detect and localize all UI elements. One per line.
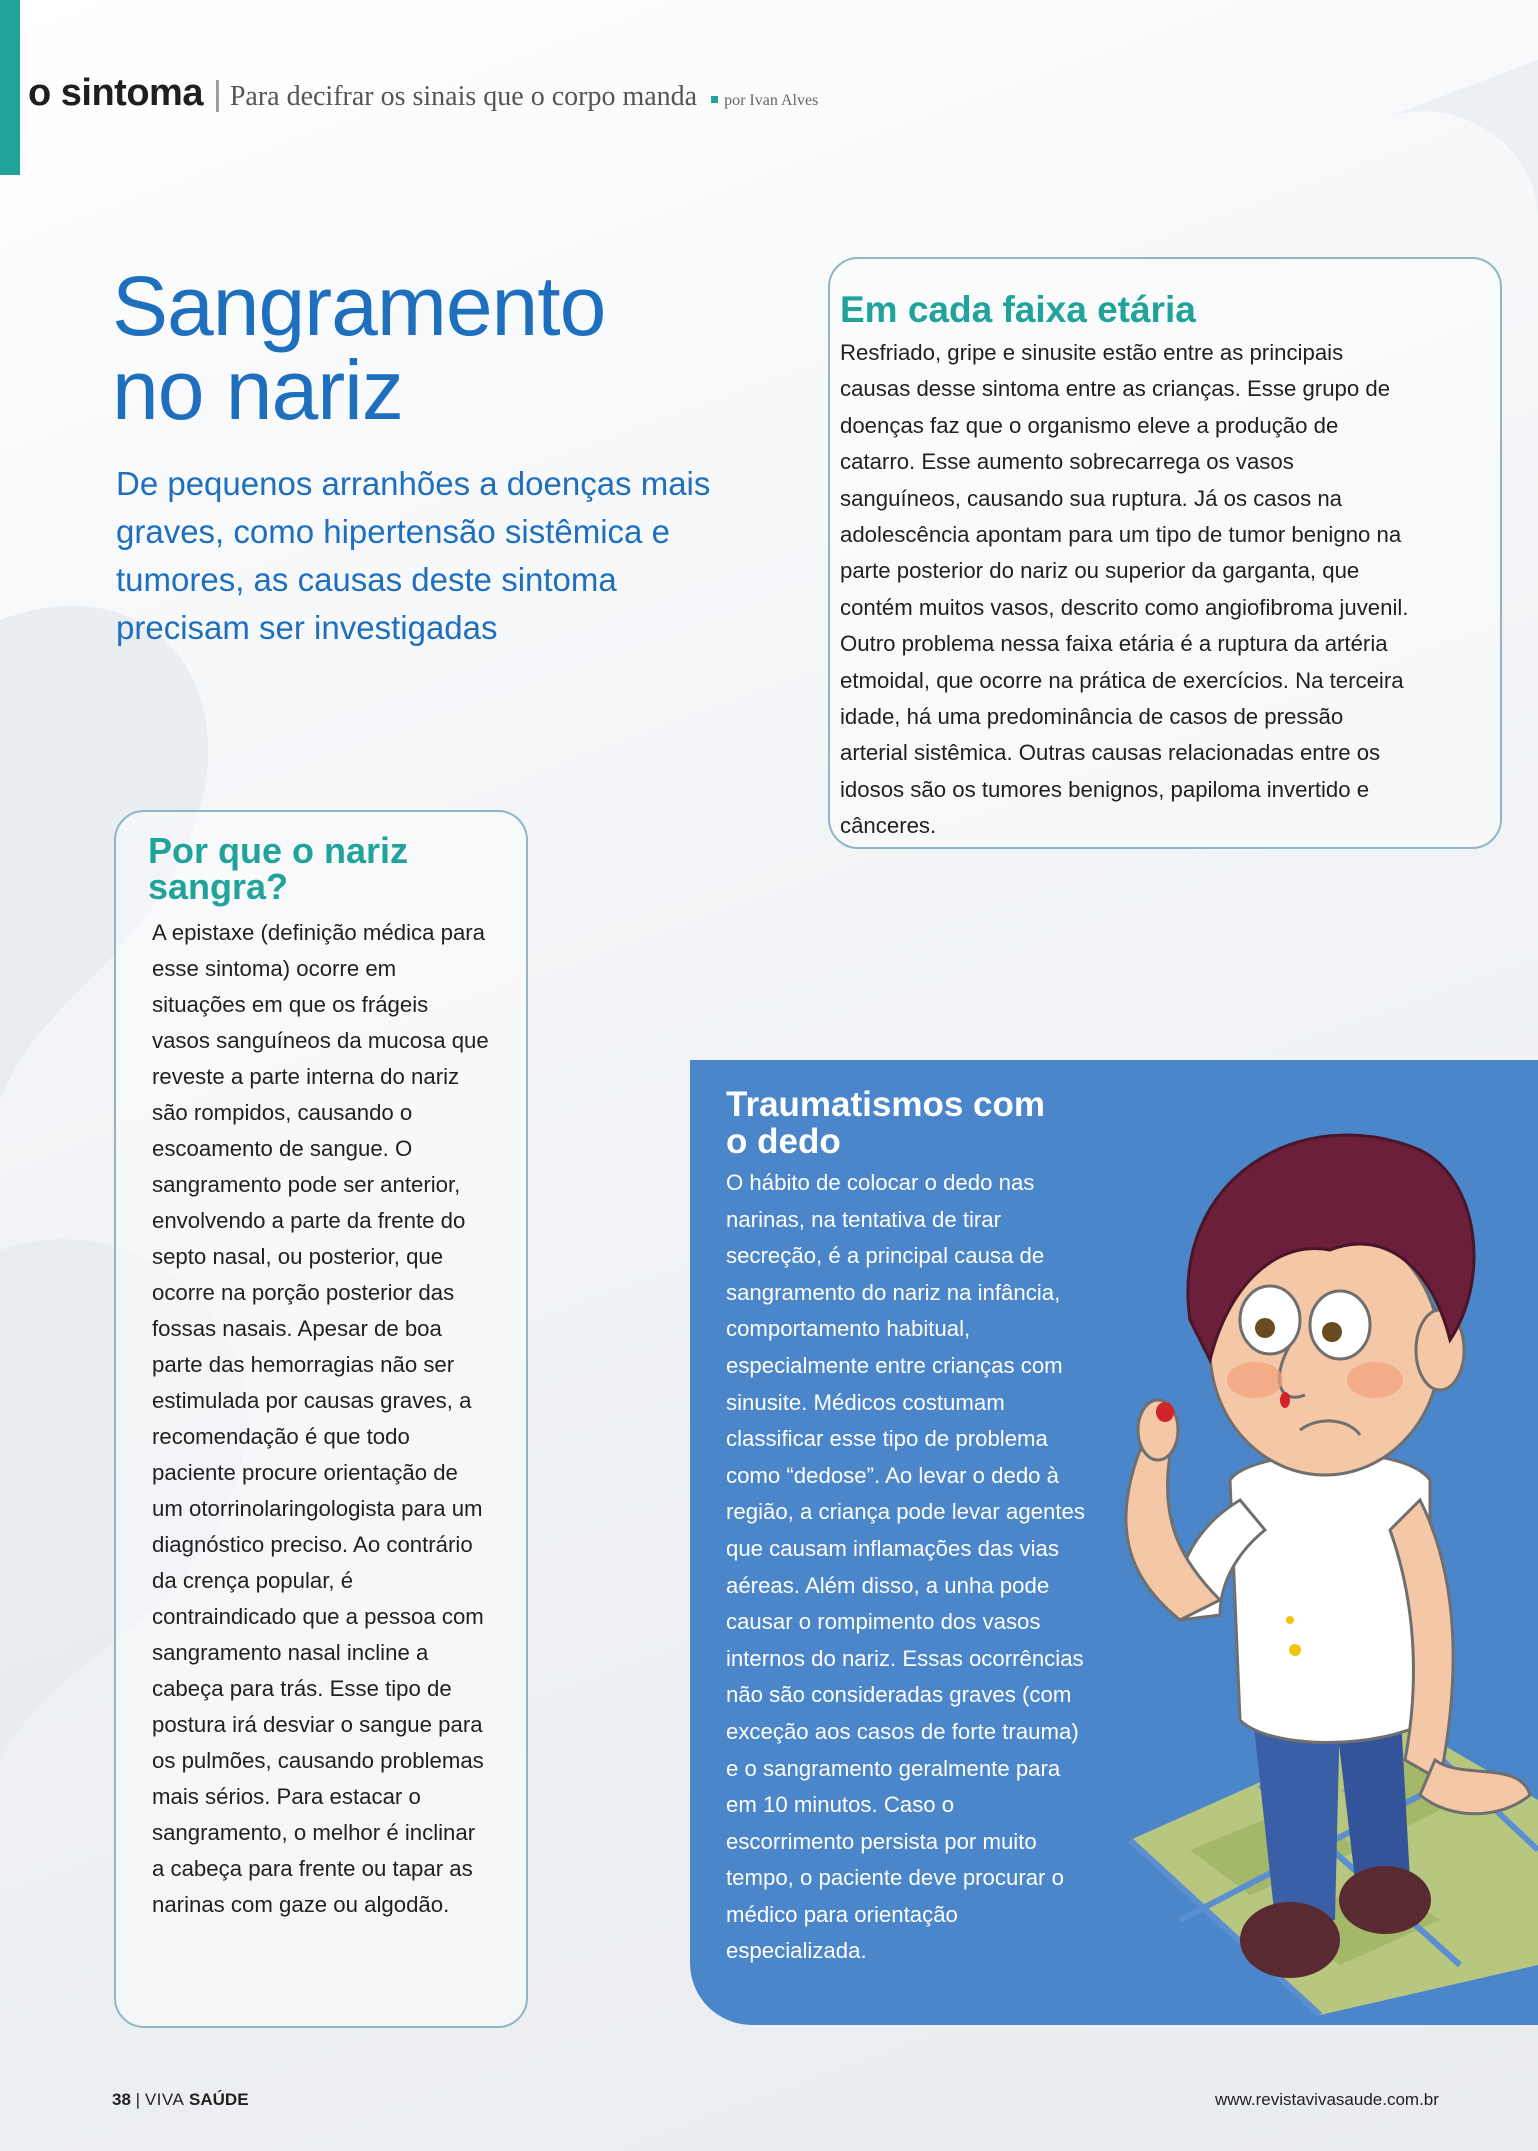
section-header xyxy=(28,72,818,122)
finger-trauma-heading: Traumatismos com o dedo xyxy=(726,1085,1045,1161)
why-nose-bleeds-box xyxy=(114,810,528,2028)
page-footer-left xyxy=(112,2090,249,2110)
finger-trauma-text: O hábito de colocar o dedo nas narinas, na tentativa de tirar secreção, é a principal causa de sangramento do nariz na infância, comportamento habitual, especialmente entre crianças com sinusite. Médicos costumam classificar esse tipo de problema como “dedose”. Ao levar o dedo à região, a criança pode levar agentes que causam inflamações das vias aéreas. Além disso, a unha pode causar o rompimento dos vasos internos do nariz. Essas ocorrências não são consideradas graves (com exceção aos casos de forte trauma) e o sangramento geralmente para em 10 minutos. Caso o escorrimento persista por muito tempo, o paciente deve procurar o médico para orientação especializada. xyxy=(726,1170,1085,1964)
website-url: www.revistavivasaude.com.br xyxy=(1215,2090,1439,2109)
why-nose-bleeds-heading: Por que o nariz sangra? xyxy=(148,830,409,907)
age-group-text: Resfriado, gripe e sinusite estão entre as principais causas desse sintoma entre as crianças. Esse grupo de doenças faz que o organismo eleve a produção de catarro. Esse aumento sobrecarrega os vasos sanguíneos, causando sua ruptura. Já os casos na adolescência apontam para um tipo de tumor benigno na parte posterior do nariz ou superior da garganta, que contém muitos vasos, descrito como angiofibroma juvenil. Outro problema nessa faixa etária é a ruptura da artéria etmoidal, que ocorre na prática de exercícios. Na terceira idade, há uma predominância de casos de pressão arterial sistêmica. Outras causas relacionadas entre os idosos são os tumores benignos, papiloma invertido e cânceres. xyxy=(840,340,1409,839)
section-label: o sintoma xyxy=(28,72,203,114)
boy-torso xyxy=(1230,1454,1430,1743)
page-number: 38 xyxy=(112,2090,131,2109)
byline-bullet-icon xyxy=(711,96,718,103)
age-group-heading: Em cada faixa etária xyxy=(840,289,1196,330)
magazine-name-viva: VIVA xyxy=(144,2090,185,2109)
section-tagline: Para decifrar os sinais que o corpo manda xyxy=(229,81,698,112)
boy-picking-nose-illustration xyxy=(1100,1060,1538,2020)
why-nose-bleeds-text: A epistaxe (definição médica para esse sintoma) ocorre em situações em que os frágeis vasos sanguíneos da mucosa que reveste a parte interna do nariz são rompidos, causando o escoamento de sangue. O sangramento pode ser anterior, envolvendo a parte da frente do septo nasal, ou posterior, que ocorre na porção posterior das fossas nasais. Apesar de boa parte das hemorragias não ser estimulada por causas graves, a recomendação é que todo paciente procure orientação de um otorrinolaringologista para um diagnóstico preciso. Ao contrário da crença popular, é contraindicado que a pessoa com sangramento nasal incline a cabeça para trás. Esse tipo de postura irá desviar o sangue para os pulmões, causando problemas mais sérios. Para estacar o sangramento, o melhor é inclinar a cabeça para frente ou tapar as narinas com gaze ou algodão. xyxy=(152,920,489,1917)
header-separator: | xyxy=(212,75,222,113)
section-accent-bar xyxy=(0,0,20,175)
author-byline: por Ivan Alves xyxy=(724,92,819,109)
magazine-name-saude: SAÚDE xyxy=(189,2090,249,2109)
boy-head xyxy=(1188,1135,1474,1475)
footer-separator: | xyxy=(135,2090,141,2109)
article-subtitle: De pequenos arranhões a doenças mais graves, como hipertensão sistêmica e tumores, as causas deste sintoma precisam ser investigadas xyxy=(116,465,711,646)
age-group-box xyxy=(828,257,1502,849)
article-title: Sangramento no nariz xyxy=(112,259,606,437)
